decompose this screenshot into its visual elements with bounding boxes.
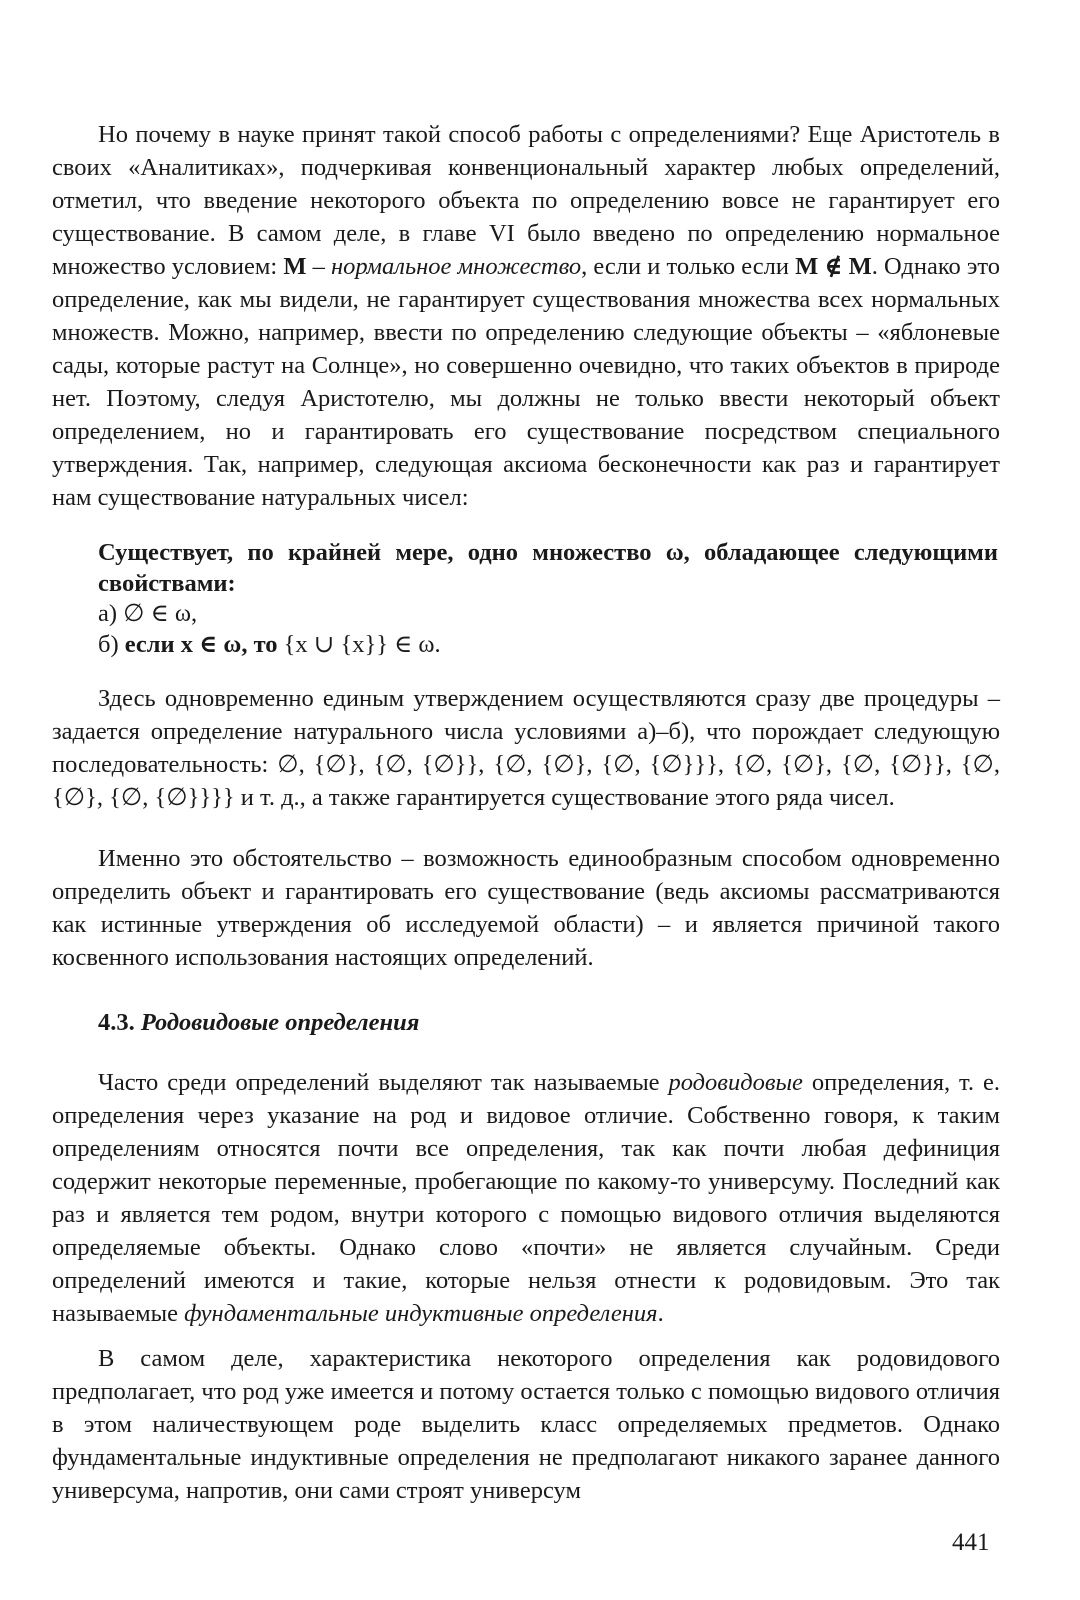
item-label: б) xyxy=(98,630,125,658)
page-number: 441 xyxy=(952,1529,990,1556)
bold-condition: если x ∈ ω, то xyxy=(124,630,278,658)
set-symbol-m: M xyxy=(283,253,307,280)
formula-m-notin-m: M ∉ M xyxy=(795,253,872,280)
italic-term: нормальное множество xyxy=(330,253,582,280)
paragraph-circumstance xyxy=(52,842,1000,974)
paragraph-text xyxy=(52,1066,1000,1330)
axiom-item-a: а) ∅ ∈ ω, xyxy=(98,600,198,627)
text-run: – xyxy=(306,253,331,280)
text-run: Часто среди определений выделяют так называемые xyxy=(98,1069,669,1096)
paragraph-procedures xyxy=(52,682,1000,814)
formula: {x ∪ {x}} ∈ ω. xyxy=(277,630,441,658)
paragraph-genus-species xyxy=(52,1066,1000,1330)
paragraph-text: Здесь одновременно единым утверждением осуществляются сразу две процедуры – задается определение натурального числа условиями а)–б), что порождает следующую последовательность: ∅, {∅}, {∅, {∅}}, {∅, {∅}, {∅, {∅}}}, {∅, {∅}, {∅, {∅}}, {∅, {∅}, {∅, {∅}}}} и т. д., а также гарантируется существование этого ряда чисел. xyxy=(52,685,1000,811)
axiom-statement: Существует, по крайней мере, одно множество ω, обладающее следующими свойствами: xyxy=(98,539,998,597)
italic-term: фундаментальные индуктивные определения xyxy=(184,1300,658,1327)
section-number: 4.3. xyxy=(98,1009,135,1036)
axiom-of-infinity xyxy=(98,538,998,660)
paragraph-definitions-existence xyxy=(52,118,1000,514)
paragraph-text: В самом деле, характеристика некоторого определения как родовидового предполагает, что род уже имеется и потому остается только с помощью видового отличия в этом наличествующем роде выделить класс определяемых предметов. Однако фундаментальные индуктивные определения не предполагают никакого заранее данного универсума, напротив, они сами строят универсум xyxy=(52,1345,1000,1504)
paragraph-inductive xyxy=(52,1342,1000,1507)
paragraph-text xyxy=(52,118,1000,514)
italic-term: родовидовые xyxy=(668,1069,803,1096)
text-run: . Однако это определение, как мы видели, не гарантирует существования множества всех нормальных множеств. Можно, например, ввести по определению следующие объекты – «яблоневые сады, которые растут на Солнце», но совершенно очевидно, что таких объектов в природе нет. Поэтому, следуя Аристотелю, мы должны не только ввести некоторый объект определением, но и гарантировать его существование посредством специального утверждения. Так, например, следующая аксиома бесконечности как раз и гарантирует нам существование натуральных чисел: xyxy=(52,253,1001,511)
text-run: , если и только если xyxy=(581,253,796,280)
text-run: . xyxy=(657,1300,664,1327)
axiom-item-b xyxy=(98,630,998,661)
text-run: Но почему в науке принят такой способ работы с определениями? Еще Аристотель в своих «Аналитиках», подчеркивая конвенциональный характер любых определений, отметил, что введение некоторого объекта по определению вовсе не гарантирует его существование. В самом деле, в главе VI было введено по определению нормальное множество условием: xyxy=(52,121,1000,280)
text-run: определения, т. е. определения через указание на род и видовое отличие. Собственно говоря, к таким определениям относятся почти все определения, так как почти любая дефиниция содержит некоторые переменные, пробегающие по какому-то универсуму. Последний как раз и является тем родом, внутри которого с помощью видового отличия выделяются определяемые объекты. Однако слово «почти» не является случайным. Среди определений имеются и такие, которые нельзя отнести к родовидовым. Это так называемые xyxy=(52,1069,1000,1327)
section-heading xyxy=(98,1009,419,1037)
paragraph-text: Именно это обстоятельство – возможность единообразным способом одновременно определить объект и гарантировать его существование (ведь аксиомы рассматриваются как истинные утверждения об исследуемой области) – и является причиной такого косвенного использования настоящих определений. xyxy=(52,845,1000,971)
section-title: Родовидовые определения xyxy=(140,1009,420,1036)
